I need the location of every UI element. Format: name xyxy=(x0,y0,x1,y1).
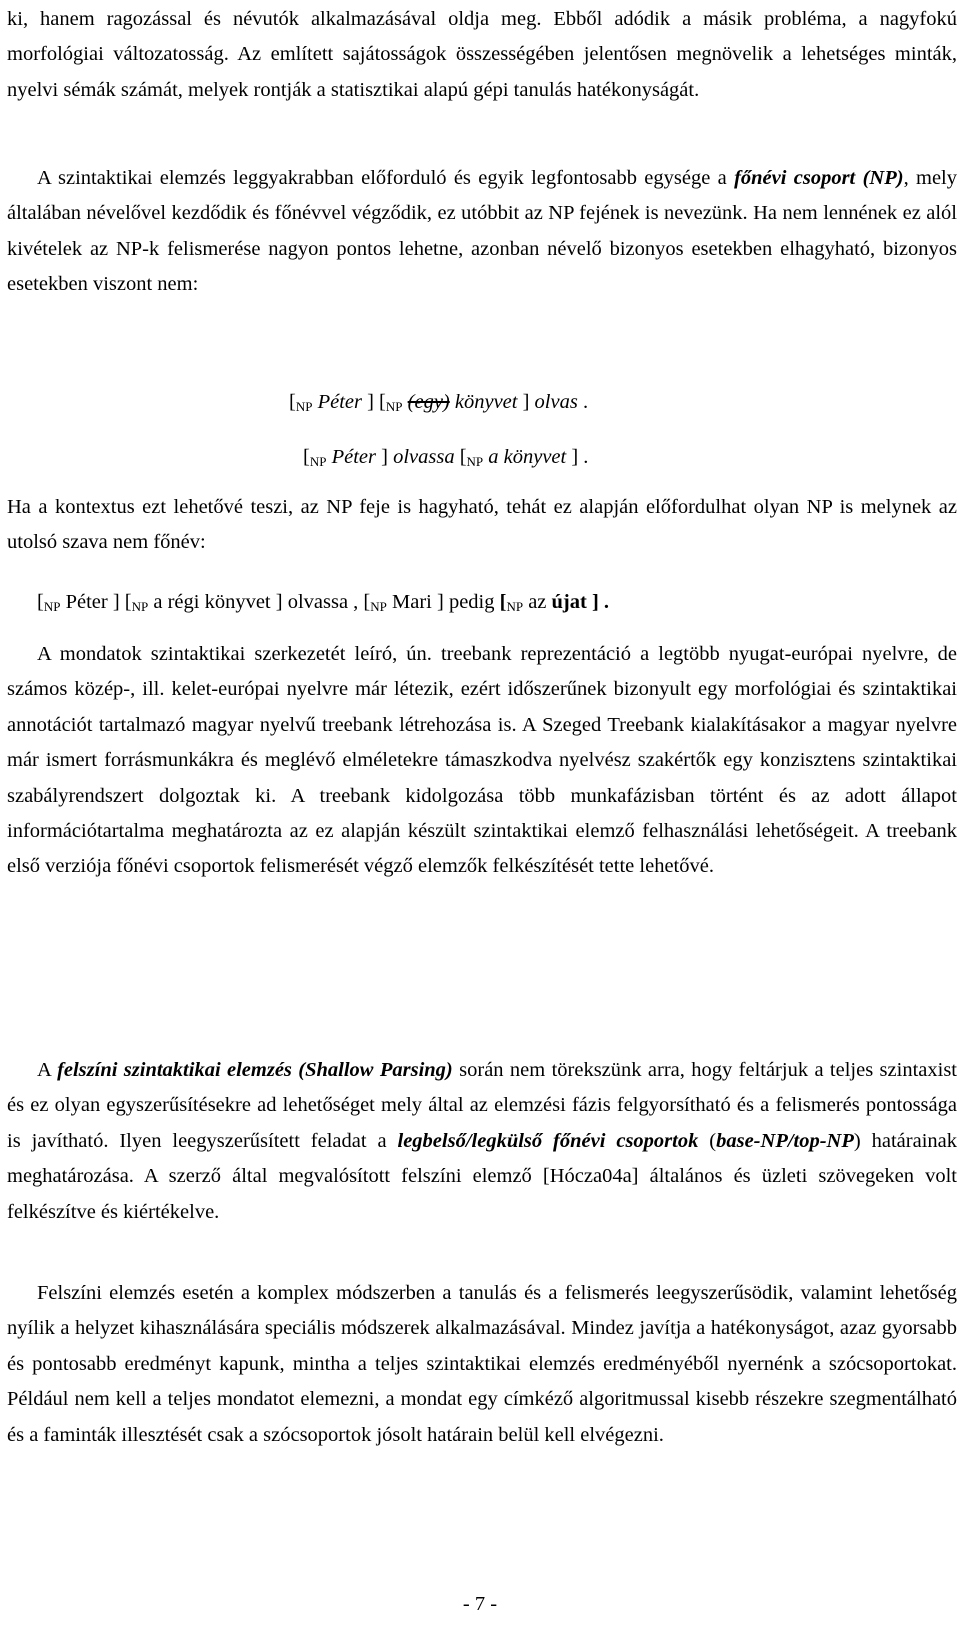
paragraph-2 xyxy=(7,161,957,303)
bracket: [ xyxy=(37,591,44,613)
term-shallow-parsing: felszíni szintaktikai elemzés (Shallow Parsing) xyxy=(57,1059,453,1081)
example-word: olvas xyxy=(534,391,578,413)
paragraph-5-text-a: A xyxy=(37,1059,58,1081)
paragraph-5 xyxy=(7,1053,957,1230)
punctuation: ] . xyxy=(586,591,610,613)
term-noun-phrase: főnévi csoport (NP) xyxy=(734,167,904,189)
paragraph-6: Felszíni elemzés esetén a komplex módszerben a tanulás és a felismerés leegyszerűsödik, valamint lehetőség nyílik a helyzet kihasználására speciális módszerek alkalmazásával. Mindez javítja a hatékonyságot, azaz gyorsabb és pontosabb eredményt kapunk, mintha a teljes szintaktikai elemzés eredményéből nyernénk a szócsoportokat. Például nem kell a teljes mondatot elemezni, a mondat egy címkéző algoritmussal kisebb részekre szegmentálható és a faminták illesztését csak a szócsoportok jósolt határain belül kell elvégezni. xyxy=(7,1282,957,1446)
np-tag: NP xyxy=(466,454,484,469)
paragraph-5-text-c: ( xyxy=(698,1129,717,1152)
paragraph-3: Ha a kontextus ezt lehetővé teszi, az NP feje is hagyható, tehát ez alapján előfordulhat olyan NP is melynek az utolsó szava nem főnév: xyxy=(7,496,957,554)
paragraph-1: ki, hanem ragozással és névutók alkalmazásával oldja meg. Ebből adódik a másik probléma, a nagyfokú morfológiai változatosság. Az említett sajátosságok összességében jelentősen megnövelik a lehetséges minták, nyelvi sémák számát, melyek rontják a statisztikai alapú gépi tanulás hatékonyságát. xyxy=(7,8,957,101)
bracket: ] xyxy=(522,391,535,413)
paragraph-2-text-b: , mely általában névelővel kezdődik és főnévvel végződik, ez utóbbit az NP fejének is nevezünk. Ha nem lennének ez alól kivételek az NP-k felismerése nagyon pontos lehetne, azonban névelő bizonyos esetekben elhagyható, bizonyos esetekben viszont nem: xyxy=(7,167,957,296)
np-tag: NP xyxy=(385,399,403,414)
term-base-np-top-np: base-NP/top-NP xyxy=(716,1129,854,1152)
punctuation: ] . xyxy=(571,446,589,468)
example-2 xyxy=(303,440,588,479)
bracket: [ xyxy=(289,391,296,413)
example-word: az xyxy=(523,591,552,613)
np-tag: NP xyxy=(131,599,149,614)
example-word-bold: újat xyxy=(551,591,587,613)
example-word: Péter xyxy=(312,391,368,413)
punctuation: . xyxy=(577,391,589,413)
example-word: Mari ] pedig xyxy=(386,591,500,613)
example-1 xyxy=(289,385,588,424)
example-3 xyxy=(37,585,609,624)
np-tag: NP xyxy=(506,599,524,614)
np-tag: NP xyxy=(370,599,387,614)
bracket: [ xyxy=(499,591,507,613)
bracket: [ xyxy=(303,446,310,468)
example-word: Péter ] [ xyxy=(60,591,132,613)
paragraph-5-text-b: során nem törekszünk arra, hogy feltárjuk a teljes szintaxist és ez olyan egyszerűsítésekre ad lehetőséget mely által az elemzési fázis felgyorsítható és a felismerés pontossága is javítható. Ilyen leegyszerűsített feladat a xyxy=(7,1059,957,1152)
example-word: a könyvet xyxy=(483,446,572,468)
paragraph-4: A mondatok szintaktikai szerkezetét leíró, ún. treebank reprezentáció a legtöbb nyugat-európai nyelvre, de számos közép-, ill. kelet-európai nyelvre már létezik, ezért időszerűnek bizonyult egy morfológiai és szintaktikai annotációt tartalmazó magyar nyelvű treebank létrehozása is. A Szeged Treebank kialakításakor a magyar nyelvre már ismert forrásmunkákra és meglévő elméletekre támaszkodva nyelvész szakértők egy konzisztens szintaktikai szabályrendszert dolgoztak ki. A treebank kidolgozása több munkafázisban történt és az adott állapot információtartalma meghatározta az ez alapján készült szintaktikai elemző felhasználási lehetőségeit. A treebank első verziója főnévi csoportok felismerését végző elemzők felkészítését tette lehetővé. xyxy=(7,643,957,878)
struck-article: (egy) xyxy=(407,391,450,413)
paragraph-2-text-a: A szintaktikai elemzés leggyakrabban előforduló és egyik legfontosabb egysége a xyxy=(37,167,735,189)
paragraph-5-text-d: ) határainak meghatározása. A szerző által megvalósított felszíni elemző [Hócza04a] általános és üzleti szövegeken volt felkészítve és kiértékelve. xyxy=(7,1129,957,1223)
example-word: a régi könyvet ] olvassa , [ xyxy=(148,591,371,613)
bracket: ] xyxy=(381,446,394,468)
np-tag: NP xyxy=(43,599,61,614)
example-word: könyvet xyxy=(449,391,523,413)
bracket: ] [ xyxy=(367,391,386,413)
np-tag: NP xyxy=(309,454,327,469)
bracket: [ xyxy=(454,446,467,468)
example-word: Péter xyxy=(326,446,382,468)
term-base-top-np: legbelső/legkülső főnévi csoportok xyxy=(397,1129,699,1152)
np-tag: NP xyxy=(295,399,313,414)
page-number: - 7 - xyxy=(462,1593,498,1615)
example-word: olvassa xyxy=(393,446,455,468)
